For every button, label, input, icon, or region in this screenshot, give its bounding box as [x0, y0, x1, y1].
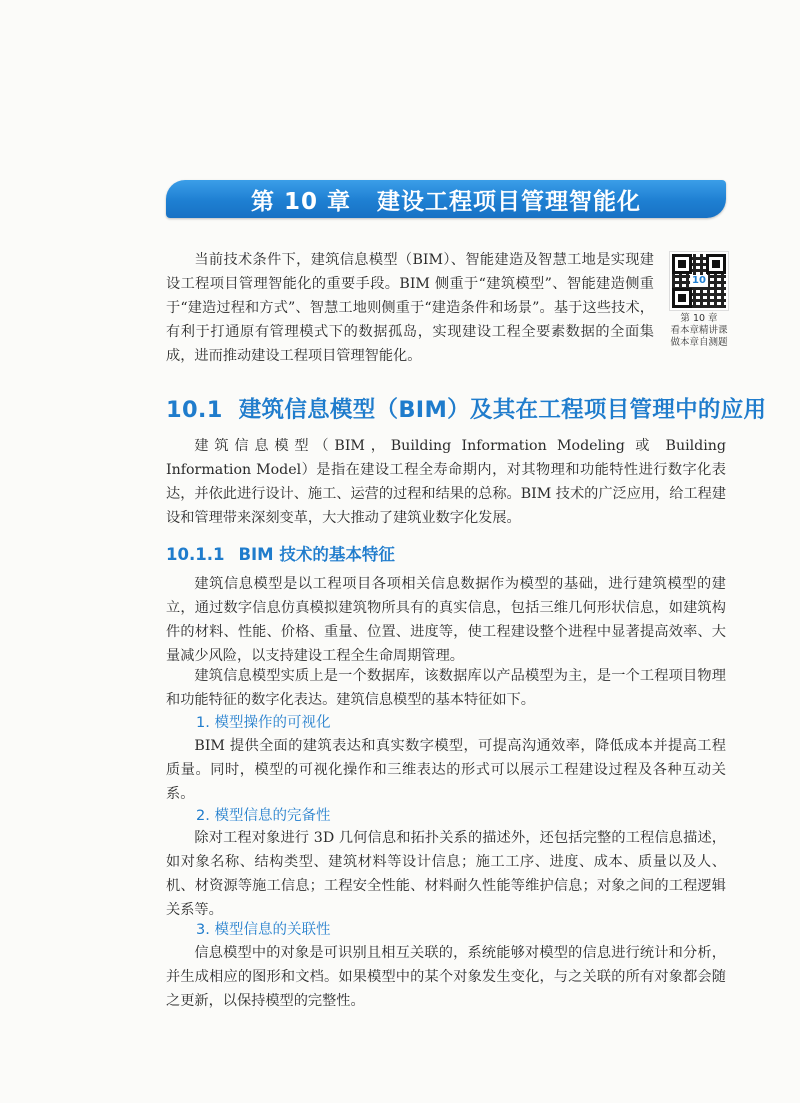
qr-code-icon[interactable]: [670, 252, 728, 310]
feature-heading-1: 1. 模型操作的可视化: [196, 715, 331, 731]
chapter-banner: [166, 180, 726, 218]
section-paragraph: 建筑信息模型（BIM，Building Information Modeling 或 Building Information Model）是指在建设工程全寿命期内，对其物理和功能特性进行数字化表达，并依此进行设计、施工、运营的过程和结果的总称。BIM 技术的广泛应用，给工程建设和管理带来深刻变革，大大推动了建筑业数字化发展。: [166, 438, 727, 526]
chapter-intro: 当前技术条件下，建筑信息模型（BIM）、智能建造及智慧工地是实现建设工程项目管理智能化的重要手段。BIM 侧重于“建筑模型”、智能建造侧重于“建造过程和方式”、智慧工地则侧重于“建造条件和场景”。基于这些技术，有利于打通原有管理模式下的数据孤岛，实现建设工程全要素数据的全面集成，进而推动建设工程项目管理智能化。: [166, 252, 654, 364]
section-title: 建筑信息模型（BIM）及其在工程项目管理中的应用: [238, 397, 767, 423]
subsection-heading: [166, 541, 395, 565]
subsection-paragraph-1: 建筑信息模型是以工程项目各项相关信息数据作为模型的基础，进行建筑模型的建立，通过数字信息仿真模拟建筑物所具有的真实信息，包括三维几何形状信息，如建筑构件的材料、性能、价格、重量、位置、进度等，使工程建设整个进程中显著提高效率、大量减少风险，以支持建设工程全生命周期管理。: [166, 576, 726, 664]
chapter-number: 第 10 章: [250, 188, 352, 215]
chapter-title: [251, 183, 641, 216]
qr-code-block[interactable]: [664, 252, 734, 349]
chapter-name: 建设工程项目管理智能化: [377, 188, 642, 215]
feature-text-2: 除对工程对象进行 3D 几何信息和拓扑关系的描述外，还包括完整的工程信息描述，如对象名称、结构类型、建筑材料等设计信息；施工工序、进度、成本、质量以及人、机、材资源等施工信息；工程安全性能、材料耐久性能等维护信息；对象之间的工程逻辑关系等。: [166, 830, 726, 918]
feature-heading-2: 2. 模型信息的完备性: [196, 808, 331, 824]
qr-caption: 第 10 章 看本章精讲课 做本章自测题: [670, 313, 728, 348]
subsection-number: 10.1.1: [166, 545, 225, 564]
feature-text-1: BIM 提供全面的建筑表达和真实数字模型，可提高沟通效率，降低成本并提高工程质量。同时，模型的可视化操作和三维表达的形式可以展示工程建设过程及各种互动关系。: [166, 738, 726, 802]
section-number: 10.1: [166, 397, 223, 423]
section-heading: [166, 392, 767, 424]
feature-text-3: 信息模型中的对象是可识别且相互关联的，系统能够对模型的信息进行统计和分析，并生成相应的图形和文档。如果模型中的某个对象发生变化，与之关联的所有对象都会随之更新，以保持模型的完整性。: [166, 945, 726, 1009]
feature-heading-3: 3. 模型信息的关联性: [196, 922, 331, 938]
subsection-paragraph-2: 建筑信息模型实质上是一个数据库，该数据库以产品模型为主，是一个工程项目物理和功能特征的数字化表达。建筑信息模型的基本特征如下。: [166, 668, 726, 708]
subsection-title: BIM 技术的基本特征: [238, 545, 395, 564]
qr-badge: 10: [692, 275, 706, 286]
